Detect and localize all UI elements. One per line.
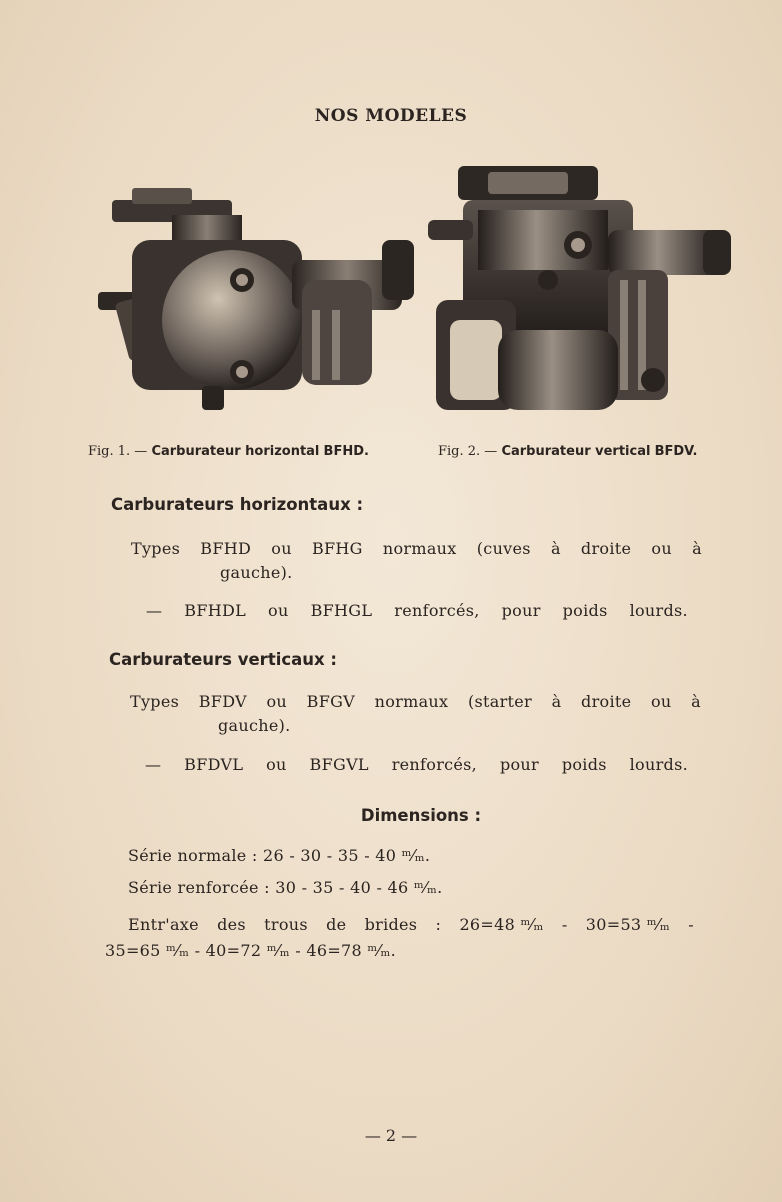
word: - bbox=[688, 915, 694, 934]
word: de bbox=[326, 915, 347, 934]
vertical-reinforced-line bbox=[145, 755, 688, 774]
word: droite bbox=[580, 539, 632, 558]
word: 26=48 ᵐ⁄ₘ bbox=[459, 915, 544, 934]
vertical-types-line-cont: gauche). bbox=[218, 716, 291, 735]
word: ou bbox=[271, 539, 292, 558]
dimensions-entraxe-line-cont: 35=65 ᵐ⁄ₘ - 40=72 ᵐ⁄ₘ - 46=78 ᵐ⁄ₘ. bbox=[105, 941, 396, 960]
word: à bbox=[692, 539, 702, 558]
figure-1-label: Fig. 1. — bbox=[88, 444, 148, 459]
vertical-types-line bbox=[130, 692, 701, 711]
word: BFHDL bbox=[184, 601, 247, 620]
word: BFHG bbox=[311, 539, 363, 558]
figure-1-caption-text: Carburateur horizontal bbox=[151, 444, 320, 459]
horizontal-reinforced-line bbox=[146, 601, 688, 620]
figure-1-model: BFHD. bbox=[323, 444, 369, 459]
figure-2-caption-text: Carburateur vertical bbox=[501, 444, 651, 459]
word: BFGV bbox=[306, 692, 356, 711]
word: Types bbox=[131, 539, 181, 558]
word: lourds. bbox=[629, 601, 688, 620]
word: BFHGL bbox=[310, 601, 373, 620]
word: lourds. bbox=[629, 755, 688, 774]
horizontal-types-line bbox=[131, 539, 702, 558]
word: à bbox=[691, 692, 701, 711]
carburetor-vertical-illustration bbox=[428, 160, 733, 428]
word: : bbox=[435, 915, 442, 934]
dimensions-normal-series: Série normale : 26 - 30 - 35 - 40 ᵐ⁄ₘ. bbox=[128, 846, 431, 865]
word: BFGVL bbox=[309, 755, 369, 774]
word: — bbox=[145, 755, 162, 774]
dimensions-heading: Dimensions : bbox=[360, 806, 482, 825]
word: droite bbox=[581, 692, 632, 711]
word: poids bbox=[561, 755, 607, 774]
word: ou bbox=[266, 692, 288, 711]
word: renforcés, bbox=[391, 755, 478, 774]
figure-2-label: Fig. 2. — bbox=[438, 444, 498, 459]
horizontal-types-line-cont: gauche). bbox=[220, 563, 293, 582]
dimensions-reinforced-series: Série renforcée : 30 - 35 - 40 - 46 ᵐ⁄ₘ. bbox=[128, 878, 443, 897]
word: BFHD bbox=[200, 539, 252, 558]
carburetor-horizontal-illustration bbox=[92, 160, 422, 428]
word: trous bbox=[264, 915, 308, 934]
horizontal-heading: Carburateurs horizontaux : bbox=[111, 495, 364, 514]
word: - bbox=[561, 915, 568, 934]
vertical-heading: Carburateurs verticaux : bbox=[109, 650, 338, 669]
word: ou bbox=[266, 755, 287, 774]
word: — bbox=[146, 601, 163, 620]
word: poids bbox=[562, 601, 608, 620]
word: ou bbox=[651, 539, 672, 558]
word: brides bbox=[364, 915, 418, 934]
word: BFDVL bbox=[184, 755, 244, 774]
word: normaux bbox=[382, 539, 457, 558]
dimensions-entraxe-line bbox=[128, 915, 694, 934]
word: ou bbox=[650, 692, 672, 711]
word: pour bbox=[499, 755, 539, 774]
word: BFDV bbox=[198, 692, 247, 711]
word: (starter bbox=[467, 692, 532, 711]
word: Types bbox=[130, 692, 180, 711]
page-title: NOS MODELES bbox=[314, 106, 468, 126]
figure-1-caption bbox=[88, 444, 369, 459]
word: 30=53 ᵐ⁄ₘ bbox=[585, 915, 670, 934]
word: à bbox=[550, 539, 561, 558]
word: ou bbox=[268, 601, 289, 620]
word: Entr'axe bbox=[128, 915, 199, 934]
figure-2-model: BFDV. bbox=[654, 444, 698, 459]
word: normaux bbox=[374, 692, 449, 711]
word: pour bbox=[501, 601, 541, 620]
page-number: — 2 — bbox=[364, 1126, 418, 1145]
word: renforcés, bbox=[394, 601, 480, 620]
word: à bbox=[551, 692, 562, 711]
figure-2-caption bbox=[438, 444, 698, 459]
word: (cuves bbox=[476, 539, 531, 558]
word: des bbox=[217, 915, 246, 934]
